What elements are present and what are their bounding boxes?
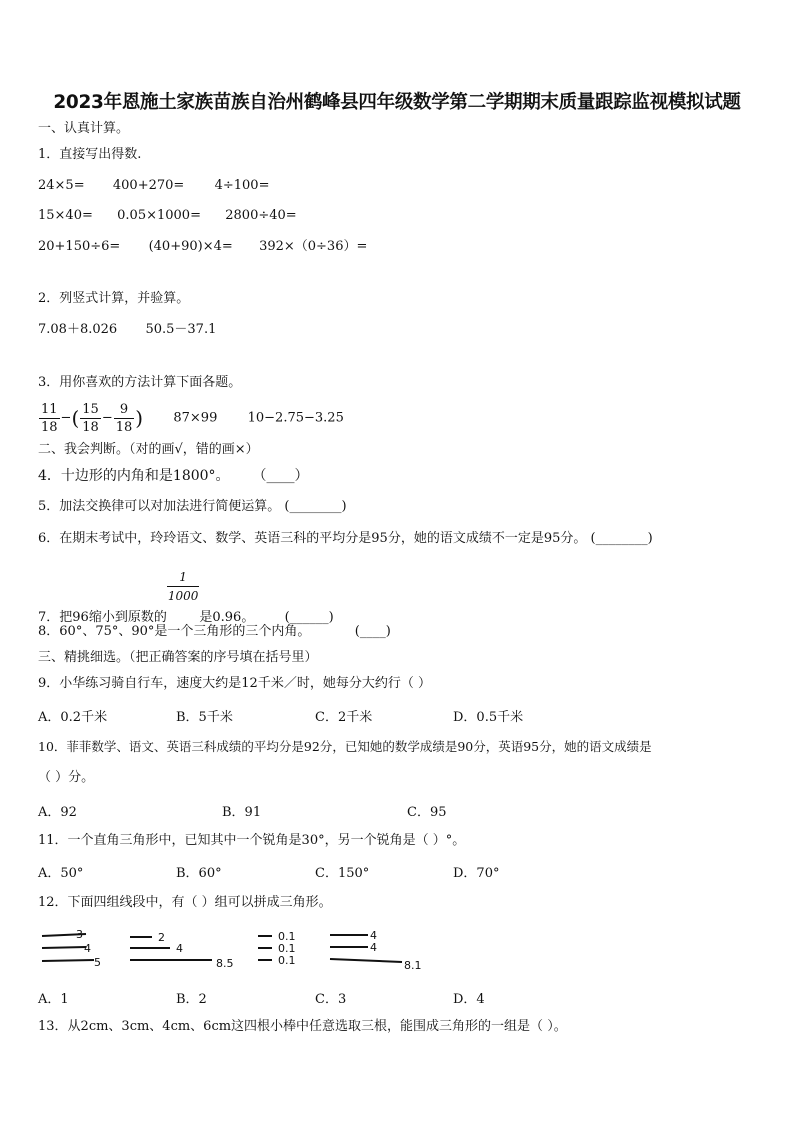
- q12-group-3: [258, 930, 296, 967]
- q3-expr-3: 10−2.75−3.25: [247, 410, 344, 426]
- q9-option-d[interactable]: D．0.5千米: [453, 710, 524, 725]
- q12-option-d[interactable]: D．4: [453, 992, 485, 1007]
- q12-g1-segment-2: [42, 947, 86, 948]
- q10-option-b[interactable]: B．91: [222, 805, 262, 820]
- q9-option-a[interactable]: A．0.2千米: [38, 710, 108, 725]
- q3-rparen: ): [135, 406, 144, 430]
- q12-g1-label-1: 3: [76, 928, 83, 941]
- q12-g4-label-1: 4: [370, 929, 377, 942]
- q2-item-1: 7.08＋8.026: [38, 322, 118, 337]
- q3-frac-a: $\frac{11}{18}$: [41, 401, 58, 435]
- q7-answer-blank[interactable]: (______): [284, 610, 334, 625]
- q7-text-post: 是0.96。: [199, 610, 255, 625]
- q1-r1-c2: 400+270=: [112, 178, 185, 193]
- q12-g1-label-2: 4: [84, 942, 91, 955]
- q1-r2-c1: 15×40=: [38, 208, 93, 223]
- q2-label: 2．列竖式计算，并验算。: [38, 291, 190, 306]
- q12-group-1: [42, 928, 101, 969]
- q12-g1-segment-3: [42, 960, 94, 961]
- q2-items: [38, 321, 216, 339]
- q10-text-line-1: 10．菲菲数学、语文、英语三科成绩的平均分是92分，已知她的数学成绩是90分，英语95分，她的语文成绩是: [38, 739, 652, 754]
- q6-text: 6．在期末考试中，玲玲语文、数学、英语三科的平均分是95分，她的语文成绩不一定是95分。: [38, 531, 587, 546]
- page-title: 2023年恩施土家族苗族自治州鹤峰县四年级数学第二学期期末质量跟踪监视模拟试题: [53, 92, 741, 113]
- q12-g2-label-1: 2: [158, 931, 165, 944]
- q12-g4-label-2: 4: [370, 941, 377, 954]
- q5: [38, 498, 347, 516]
- q8-answer-blank[interactable]: (____): [354, 624, 391, 639]
- q3-expressions: [38, 398, 344, 438]
- q12-g4-segment-3: [330, 959, 402, 962]
- q12-g3-label-1: 0.1: [278, 930, 296, 943]
- q8-text: 8．60°、75°、90°是一个三角形的三个内角。: [38, 624, 311, 639]
- q3-frac-b: $\frac{15}{18}$: [82, 401, 99, 435]
- q3-label: 3．用你喜欢的方法计算下面各题。: [38, 375, 242, 390]
- q12-option-b[interactable]: B．2: [176, 992, 207, 1007]
- q7-text-pre: 7．把96缩小到原数的: [38, 610, 167, 625]
- q3-frac-c: $\frac{9}{18}$: [115, 401, 133, 435]
- q12-group-2: [130, 931, 234, 970]
- q12-segments-figure: [30, 924, 440, 976]
- section-2-heading: 二、我会判断。（对的画√，错的画×）: [38, 442, 259, 457]
- q3-lparen: (: [71, 406, 80, 430]
- q1-r1-c1: 24×5=: [38, 178, 85, 193]
- q11-option-a[interactable]: A．50°: [38, 866, 84, 881]
- q12-g4-label-3: 8.1: [404, 959, 422, 972]
- q4-text: 4．十边形的内角和是1800°。: [38, 468, 230, 484]
- q12-g1-label-3: 5: [94, 956, 101, 969]
- q1-r2-c3: 2800÷40=: [225, 208, 297, 223]
- q13-text: 13．从2cm、3cm、4cm、6cm这四根小棒中任意选取三根，能围成三角形的一组是（ ）。: [38, 1019, 567, 1034]
- q1-r3-c3: 392×（0÷36）=: [259, 239, 368, 254]
- q5-answer-blank[interactable]: (________): [284, 499, 347, 514]
- section-3-heading: 三、精挑细选。（把正确答案的序号填在括号里）: [38, 650, 318, 665]
- q3-expr-2: 87×99: [173, 410, 218, 426]
- q11-text: 11．一个直角三角形中，已知其中一个锐角是30°，另一个锐角是（ ）°。: [38, 833, 466, 848]
- q6: [38, 530, 653, 548]
- q1-row-3: [38, 238, 367, 256]
- q12-g3-label-2: 0.1: [278, 942, 296, 955]
- q3-minus-1: −: [60, 410, 72, 426]
- q12-g3-label-3: 0.1: [278, 954, 296, 967]
- q1-r2-c2: 0.05×1000=: [117, 208, 201, 223]
- q1-r1-c3: 4÷100=: [214, 178, 270, 193]
- q9-option-c[interactable]: C．2千米: [315, 710, 373, 725]
- q12-text: 12．下面四组线段中，有（ ）组可以拼成三角形。: [38, 895, 332, 910]
- q12-group-4: [330, 929, 422, 972]
- q6-answer-blank[interactable]: (________): [590, 531, 653, 546]
- q7-fraction: $\frac{1}{1000}$: [167, 570, 199, 603]
- q1-row-2: [38, 207, 297, 225]
- section-1-heading: 一、认真计算。: [38, 121, 130, 136]
- q11-option-d[interactable]: D．70°: [453, 866, 500, 881]
- q3-minus-2: −: [101, 410, 113, 426]
- q9-option-b[interactable]: B．5千米: [176, 710, 233, 725]
- q7: [38, 564, 334, 625]
- q4-answer-blank[interactable]: （____）: [252, 468, 309, 484]
- q4: [38, 467, 308, 485]
- q9-text: 9．小华练习骑自行车，速度大约是12千米／时，她每分大约行（ ）: [38, 676, 431, 691]
- q8: [38, 623, 391, 641]
- q1-r3-c1: 20+150÷6=: [38, 239, 121, 254]
- q10-option-c[interactable]: C．95: [407, 805, 447, 820]
- q12-option-a[interactable]: A．1: [38, 992, 69, 1007]
- q2-item-2: 50.5－37.1: [145, 322, 217, 337]
- q1-row-1: [38, 177, 269, 195]
- q12-option-c[interactable]: C．3: [315, 992, 347, 1007]
- q12-g2-label-3: 8.5: [216, 957, 234, 970]
- q1-label: 1．直接写出得数.: [38, 147, 142, 162]
- q12-g2-label-2: 4: [176, 942, 183, 955]
- q10-option-a[interactable]: A．92: [38, 805, 77, 820]
- q1-r3-c2: (40+90)×4=: [148, 239, 233, 254]
- q11-option-c[interactable]: C．150°: [315, 866, 370, 881]
- q10-text-line-2: （ ）分。: [38, 770, 95, 785]
- q5-text: 5．加法交换律可以对加法进行简便运算。: [38, 499, 281, 514]
- q11-option-b[interactable]: B．60°: [176, 866, 222, 881]
